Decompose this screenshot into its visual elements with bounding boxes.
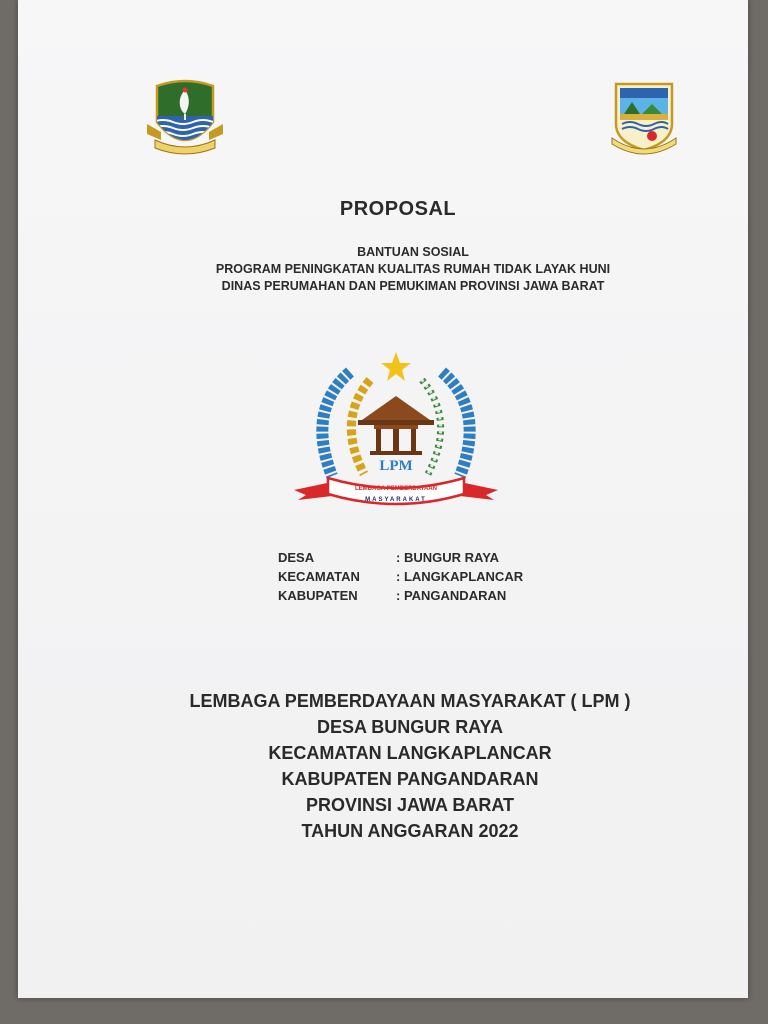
- info-row-kabupaten: [278, 586, 523, 605]
- page-title: PROPOSAL: [339, 198, 457, 220]
- footer-line: KABUPATEN PANGANDARAN: [281, 769, 539, 789]
- footer-line: KECAMATAN LANGKAPLANCAR: [268, 743, 552, 763]
- info-row-kecamatan: [278, 567, 523, 586]
- pangandaran-emblem-icon: [610, 80, 678, 156]
- info-value: : PANGANDARAN: [396, 588, 507, 603]
- info-value: : LANGKAPLANCAR: [396, 569, 524, 584]
- lpm-ribbon-text: MASYARAKAT: [365, 497, 427, 503]
- info-label: KECAMATAN: [278, 569, 360, 584]
- info-value: : BUNGUR RAYA: [396, 550, 500, 565]
- footer-line: PROVINSI JAWA BARAT: [305, 795, 515, 815]
- info-label: KABUPATEN: [278, 588, 358, 603]
- subtitle-line: DINAS PERUMAHAN DAN PEMUKIMAN PROVINSI JAWA BARAT: [221, 279, 605, 293]
- lpm-logo-text: LPM: [379, 458, 413, 474]
- subtitle-line: BANTUAN SOSIAL: [357, 245, 469, 259]
- subtitle-line: PROGRAM PENINGKATAN KUALITAS RUMAH TIDAK LAYAK HUNI: [215, 262, 611, 276]
- footer-line: TAHUN ANGGARAN 2022: [301, 821, 519, 841]
- location-info: [278, 548, 523, 605]
- info-label: DESA: [278, 550, 315, 565]
- footer-block: [0, 688, 768, 844]
- lpm-ribbon-text: LEMBAGA PEMBERDAYAAN: [354, 486, 438, 492]
- footer-line: LEMBAGA PEMBERDAYAAN MASYARAKAT ( LPM ): [189, 691, 631, 711]
- west-java-emblem-icon: [143, 78, 227, 160]
- lpm-logo-icon: [292, 350, 500, 510]
- footer-line: DESA BUNGUR RAYA: [316, 717, 504, 737]
- subtitle-block: [0, 244, 768, 295]
- info-row-desa: [278, 548, 523, 567]
